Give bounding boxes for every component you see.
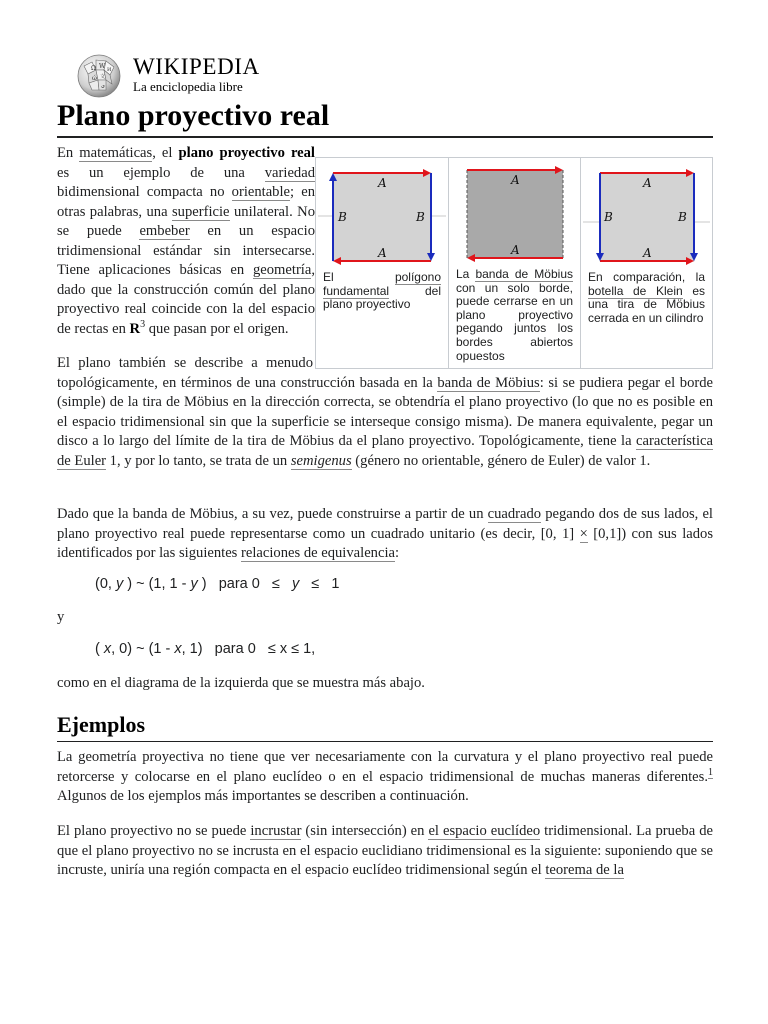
ejemplos-paragraph-1: [57, 748, 713, 807]
formula-var-y: y: [291, 576, 300, 592]
caption-text: del plano proyectivo: [323, 283, 441, 312]
text-run: que pasan por el origen.: [145, 320, 289, 337]
page-title: Plano proyectivo real: [57, 98, 713, 138]
figure-fundamental-polygon: [316, 158, 448, 368]
svg-text:ώ: ώ: [92, 75, 97, 82]
caption-text: En comparación, la: [588, 270, 705, 284]
link-superficie[interactable]: superficie: [172, 203, 230, 220]
caption-text: El: [323, 270, 395, 284]
svg-text:ي: ي: [101, 83, 105, 89]
text-run: Algunos de los ejemplos más importantes se describen a continuación.: [57, 788, 469, 804]
figure-caption: [456, 268, 573, 363]
link-variedad[interactable]: variedad: [264, 164, 315, 181]
link-teorema[interactable]: teorema de la: [545, 862, 624, 878]
text-run: ; en otras palabras, una: [57, 184, 315, 220]
formula-1: [95, 576, 339, 592]
link-embeber[interactable]: embeber: [139, 223, 190, 239]
text-run: Dado que la banda de Möbius, a su vez, puede construirse a partir de un: [57, 506, 488, 522]
link-poligono-fundamental[interactable]: polígono fundamental: [323, 270, 441, 298]
text-run: 1, y por lo tanto, se trata de un: [106, 452, 291, 469]
figure-gallery: [315, 157, 713, 369]
text-run: (género no orientable, género de Euler) de valor 1.: [351, 452, 651, 469]
formula-var-x: x: [174, 641, 182, 657]
wikipedia-logo[interactable]: [74, 52, 314, 98]
caption-text: La: [456, 267, 476, 281]
text-run: , el: [152, 145, 179, 161]
label-b-right: B: [416, 210, 425, 224]
text-run: La geometría proyectiva no tiene que ver necesariamente con la curvatura y el plano proyectivo real puede retorcerse y colocarse en el plano euclídeo o en el espacio tridimensional de muchas maneras diferentes.: [57, 749, 713, 785]
svg-text:文: 文: [100, 74, 106, 80]
r-symbol: R: [129, 320, 141, 337]
caption-text: es una tira de Möbius cerrada en un cilindro: [588, 283, 706, 325]
svg-text:W: W: [99, 63, 106, 70]
figure-klein-bottle: [581, 158, 712, 368]
label-a-top: A: [511, 173, 520, 187]
svg-text:Ω: Ω: [91, 65, 96, 72]
label-a-bottom: A: [511, 243, 520, 257]
formula-text: ≤ 1: [299, 576, 340, 592]
text-run: , dado que la construcción común del plano proyectivo real coincide con la del espacio de rectas en: [57, 262, 315, 337]
intro-paragraph-1: [57, 144, 315, 339]
formula-var-y: y: [190, 576, 198, 592]
label-b-left: B: [338, 210, 347, 224]
float-spacer: [313, 354, 713, 372]
label-b-left: B: [604, 210, 613, 224]
text-run: El plano proyectivo no se puede: [57, 823, 251, 839]
wikipedia-tagline: La enciclopedia libre: [133, 79, 243, 94]
intro-paragraph-4: como en el diagrama de la izquierda que se muestra más abajo.: [57, 675, 425, 691]
mobius-band-diagram: [449, 158, 582, 266]
formula-text: , 1) para 0 ≤ x ≤ 1,: [181, 641, 316, 657]
link-incrustar[interactable]: incrustar: [250, 823, 302, 839]
link-banda-de-mobius[interactable]: banda de Möbius: [437, 374, 540, 391]
formula-text: ) para 0 ≤: [197, 576, 292, 592]
reference-link[interactable]: 1: [708, 766, 713, 778]
formula-text: , 0) ~ (1 -: [111, 641, 175, 657]
text-run: : si se pudiera pegar el borde (simple) de la tira de Möbius en la dirección correcta, se obtendría el plano proyectivo (lo que no es posible en el espacio tridimensional sin que la superficie se interseque consigo misma). De manera equivalente, pegar un disco a lo largo del límite de la tira de Möbius da el plano proyectivo. Topológicamente, tiene la: [57, 374, 714, 449]
section-heading-ejemplos: Ejemplos: [57, 712, 713, 742]
intro-paragraph-3: [57, 505, 713, 564]
link-banda-de-mobius[interactable]: banda de Möbius: [475, 267, 573, 281]
text-run: (sin intersección) en: [301, 823, 429, 839]
text-run: bidimensional compacta no: [57, 184, 232, 200]
intro-paragraph-2: [57, 354, 713, 471]
link-semigenus[interactable]: semigenus: [290, 452, 352, 469]
link-producto-cartesiano[interactable]: ×: [579, 525, 588, 542]
wikipedia-wordmark: WIKIPEDIA: [133, 54, 260, 79]
bold-term: plano proyectivo real: [178, 145, 315, 161]
label-a-top: A: [643, 176, 652, 190]
link-espacio-euclideo[interactable]: el espacio euclídeo: [428, 823, 541, 839]
text-run: El plano también se describe a menudo topológicamente, en términos de una construcción basada en la: [57, 355, 438, 391]
label-a-bottom: A: [378, 246, 387, 260]
caption-text: con un solo borde, puede cerrarse en un plano proyectivo pegando juntos los bordes abiertos opuestos: [456, 280, 573, 363]
ejemplos-paragraph-2: [57, 822, 713, 881]
link-caracteristica-de-euler[interactable]: característica de Euler: [57, 433, 713, 469]
link-cuadrado[interactable]: cuadrado: [487, 506, 542, 522]
link-relaciones-de-equivalencia[interactable]: relaciones de equivalencia: [241, 545, 395, 561]
figure-caption: [588, 271, 705, 325]
svg-text:И: И: [107, 67, 112, 73]
label-a-top: A: [378, 176, 387, 190]
formula-2: [95, 641, 315, 657]
link-geometria[interactable]: geometría: [252, 262, 312, 278]
text-run: unilateral. No se puede: [57, 203, 315, 239]
text-run: pegando dos de sus lados, el plano proyectivo real puede representarse como un cuadrado unitario (es decir, [0, 1]: [57, 506, 713, 542]
figure-mobius-band: [448, 158, 581, 368]
text-run: :: [394, 545, 400, 561]
wikipedia-globe-icon: [74, 52, 124, 98]
label-a-bottom: A: [643, 246, 652, 260]
text-run: [0,1]) con sus lados identificados por las siguientes: [57, 525, 713, 561]
figure-caption: [323, 271, 441, 312]
formula-var-y: y: [115, 576, 124, 592]
text-run: tridimensional. La prueba de que el plano proyectivo no se incrusta en el espacio euclidiano tridimensional es la siguiente: suponiendo que se incruste, uniría una región compacta en el espacio euclídeo tridimensional según el: [57, 823, 713, 878]
label-b-right: B: [678, 210, 687, 224]
connector-y: y: [57, 609, 65, 625]
fundamental-polygon-diagram: [316, 158, 448, 270]
formula-var-x: x: [103, 641, 112, 657]
text-run: En: [57, 145, 80, 161]
formula-text: (0,: [95, 576, 116, 592]
klein-bottle-diagram: [581, 158, 712, 270]
text-run: es un ejemplo de una: [57, 164, 265, 181]
formula-text: ) ~ (1, 1 -: [123, 576, 191, 592]
text-run: en un espacio tridimensional estándar sin intersecarse. Tiene aplicaciones básicas en: [57, 223, 315, 278]
formula-text: (: [95, 641, 104, 657]
link-matematicas[interactable]: matemáticas: [79, 145, 153, 161]
link-botella-de-klein[interactable]: botella de Klein: [588, 283, 683, 298]
r-exponent: 3: [140, 318, 146, 330]
link-orientable[interactable]: orientable: [231, 184, 291, 200]
